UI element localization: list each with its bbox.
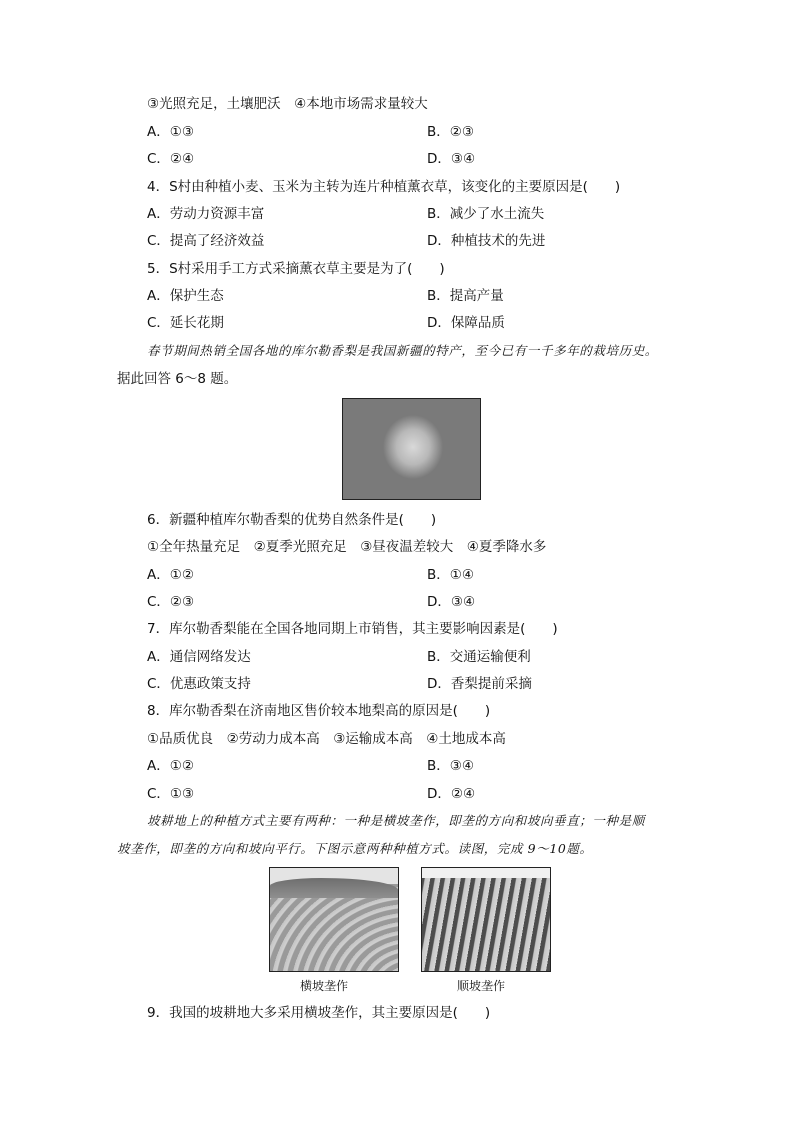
q7-choice-c: C．优惠政策支持: [147, 676, 251, 692]
q8-choice-d: D．②④: [427, 786, 476, 802]
q7-stem: 7．库尔勒香梨能在全国各地同期上市销售，其主要影响因素是( ): [147, 621, 558, 637]
q8-choice-b: B．③④: [427, 758, 474, 774]
q5-stem: 5．S村采用手工方式采摘薰衣草主要是为了( ): [147, 261, 445, 277]
q6-options: ①全年热量充足 ②夏季光照充足 ③昼夜温差较大 ④夏季降水多: [147, 539, 547, 555]
q3-choice-a: A．①③: [147, 124, 194, 140]
q8-choice-c: C．①③: [147, 786, 195, 802]
q6-stem: 6．新疆种植库尔勒香梨的优势自然条件是( ): [147, 512, 437, 528]
q4-choice-d: D．种植技术的先进: [427, 233, 546, 249]
q8-stem: 8．库尔勒香梨在济南地区售价较本地梨高的原因是( ): [147, 703, 491, 719]
q5-choice-b: B．提高产量: [427, 288, 504, 304]
along-slope-caption: 顺坡垄作: [457, 979, 506, 993]
q8-choice-a: A．①②: [147, 758, 194, 774]
cross-slope-caption: 横坡垄作: [300, 979, 349, 993]
q4-choice-b: B．减少了水土流失: [427, 206, 545, 222]
q7-choice-a: A．通信网络发达: [147, 649, 251, 665]
q9-stem: 9．我国的坡耕地大多采用横坡垄作，其主要原因是( ): [147, 1005, 491, 1021]
passage3-line1: 坡耕地上的种植方式主要有两种：一种是横坡垄作，即垄的方向和坡向垂直；一种是顺: [147, 813, 645, 828]
q3-options: ③光照充足，土壤肥沃 ④本地市场需求量较大: [147, 96, 428, 112]
q6-choice-a: A．①②: [147, 567, 194, 583]
q7-choice-d: D．香梨提前采摘: [427, 676, 532, 692]
pear-photo: [342, 398, 481, 500]
q5-choice-d: D．保障品质: [427, 315, 505, 331]
q5-choice-c: C．延长花期: [147, 315, 224, 331]
q6-choice-b: B．①④: [427, 567, 474, 583]
q7-choice-b: B．交通运输便利: [427, 649, 531, 665]
q4-choice-a: A．劳动力资源丰富: [147, 206, 265, 222]
photo-sky: [422, 868, 550, 878]
q6-choice-d: D．③④: [427, 594, 476, 610]
q8-options: ①品质优良 ②劳动力成本高 ③运输成本高 ④土地成本高: [147, 731, 506, 747]
passage2-line1: 春节期间热销全国各地的库尔勒香梨是我国新疆的特产，至今已有一千多年的栽培历史。: [147, 343, 658, 358]
q3-choice-c: C．②④: [147, 151, 195, 167]
q3-choice-b: B．②③: [427, 124, 474, 140]
q6-choice-c: C．②③: [147, 594, 195, 610]
passage2-line2: 据此回答 6～8 题。: [117, 371, 238, 387]
passage3-line2: 坡垄作，即垄的方向和坡向平行。下图示意两种种植方式。读图，完成 9～10题。: [117, 841, 593, 856]
q4-choice-c: C．提高了经济效益: [147, 233, 265, 249]
q3-choice-d: D．③④: [427, 151, 476, 167]
q5-choice-a: A．保护生态: [147, 288, 224, 304]
cross-slope-ridge-photo: [269, 867, 399, 972]
along-slope-ridge-photo: [421, 867, 551, 972]
q4-stem: 4．S村由种植小麦、玉米为主转为连片种植薰衣草，该变化的主要原因是( ): [147, 179, 621, 195]
